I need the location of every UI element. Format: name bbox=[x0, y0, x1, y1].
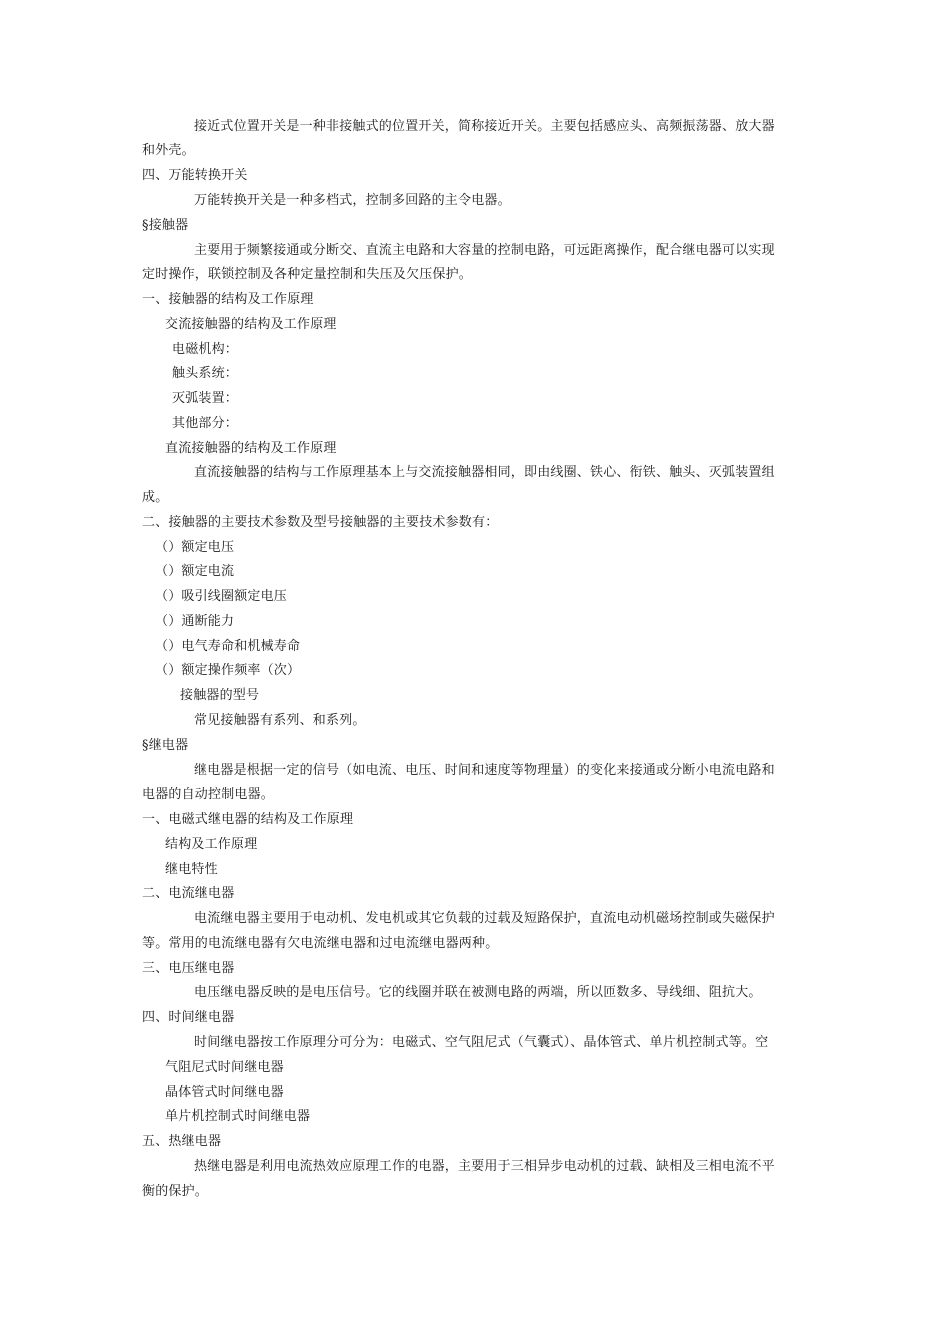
text-line: 热继电器是利用电流热效应原理工作的电器，主要用于三相异步电动机的过载、缺相及三相电流不平 bbox=[194, 1159, 775, 1174]
list-item: （）通断能力 bbox=[155, 614, 235, 629]
list-item: 灭弧装置： bbox=[172, 391, 239, 406]
list-item: （）额定电流 bbox=[155, 564, 235, 579]
text-line: 接近式位置开关是一种非接触式的位置开关，简称接近开关。主要包括感应头、高频振荡器、放大器 bbox=[194, 119, 775, 134]
list-item: （）电气寿命和机械寿命 bbox=[155, 639, 301, 654]
text-line: 气阻尼式时间继电器 bbox=[165, 1060, 284, 1075]
chapter-heading: §接触器 bbox=[142, 218, 189, 233]
section-heading: 一、电磁式继电器的结构及工作原理 bbox=[142, 812, 354, 827]
list-item: （）额定操作频率（次） bbox=[155, 663, 301, 678]
text-line: 衡的保护。 bbox=[142, 1184, 209, 1199]
list-item: （）额定电压 bbox=[155, 540, 235, 555]
text-line: 等。常用的电流继电器有欠电流继电器和过电流继电器两种。 bbox=[142, 936, 499, 951]
text-line: 电压继电器反映的是电压信号。它的线圈并联在被测电路的两端，所以匝数多、导线细、阻抗大。 bbox=[194, 985, 762, 1000]
text-line: 常见接触器有系列、和系列。 bbox=[194, 713, 366, 728]
text-line: 主要用于频繁接通或分断交、直流主电路和大容量的控制电路，可远距离操作，配合继电器可以实现 bbox=[194, 243, 775, 258]
text-line: 成。 bbox=[142, 490, 169, 505]
subsection-heading: 继电特性 bbox=[165, 862, 218, 877]
text-line: 定时操作，联锁控制及各种定量控制和失压及欠压保护。 bbox=[142, 267, 473, 282]
text-line: 继电器是根据一定的信号（如电流、电压、时间和速度等物理量）的变化来接通或分断小电流电路和 bbox=[194, 763, 775, 778]
subsection-heading: 直流接触器的结构及工作原理 bbox=[165, 441, 337, 456]
text-line: 单片机控制式时间继电器 bbox=[165, 1109, 311, 1124]
subsection-heading: 结构及工作原理 bbox=[165, 837, 258, 852]
section-heading: 一、接触器的结构及工作原理 bbox=[142, 292, 314, 307]
list-item: 触头系统： bbox=[172, 366, 239, 381]
list-item: 其他部分： bbox=[172, 416, 239, 431]
text-line: 电器的自动控制电器。 bbox=[142, 787, 275, 802]
section-heading: 二、接触器的主要技术参数及型号接触器的主要技术参数有： bbox=[142, 515, 499, 530]
subsection-heading: 接触器的型号 bbox=[180, 688, 260, 703]
text-line: 直流接触器的结构与工作原理基本上与交流接触器相同，即由线圈、铁心、衔铁、触头、灭弧装置组 bbox=[194, 465, 775, 480]
text-line: 晶体管式时间继电器 bbox=[165, 1085, 284, 1100]
section-heading: 五、热继电器 bbox=[142, 1134, 222, 1149]
section-heading: 四、万能转换开关 bbox=[142, 168, 248, 183]
section-heading: 二、电流继电器 bbox=[142, 886, 235, 901]
text-line: 万能转换开关是一种多档式，控制多回路的主令电器。 bbox=[194, 193, 511, 208]
text-line: 时间继电器按工作原理分可分为：电磁式、空气阻尼式（气囊式）、晶体管式、单片机控制式等。空 bbox=[194, 1035, 769, 1050]
chapter-heading: §继电器 bbox=[142, 738, 189, 753]
list-item: （）吸引线圈额定电压 bbox=[155, 589, 288, 604]
subsection-heading: 交流接触器的结构及工作原理 bbox=[165, 317, 337, 332]
list-item: 电磁机构： bbox=[172, 342, 239, 357]
section-heading: 四、时间继电器 bbox=[142, 1010, 235, 1025]
text-line: 电流继电器主要用于电动机、发电机或其它负载的过载及短路保护，直流电动机磁场控制或失磁保护 bbox=[194, 911, 775, 926]
text-line: 和外壳。 bbox=[142, 143, 195, 158]
section-heading: 三、电压继电器 bbox=[142, 961, 235, 976]
